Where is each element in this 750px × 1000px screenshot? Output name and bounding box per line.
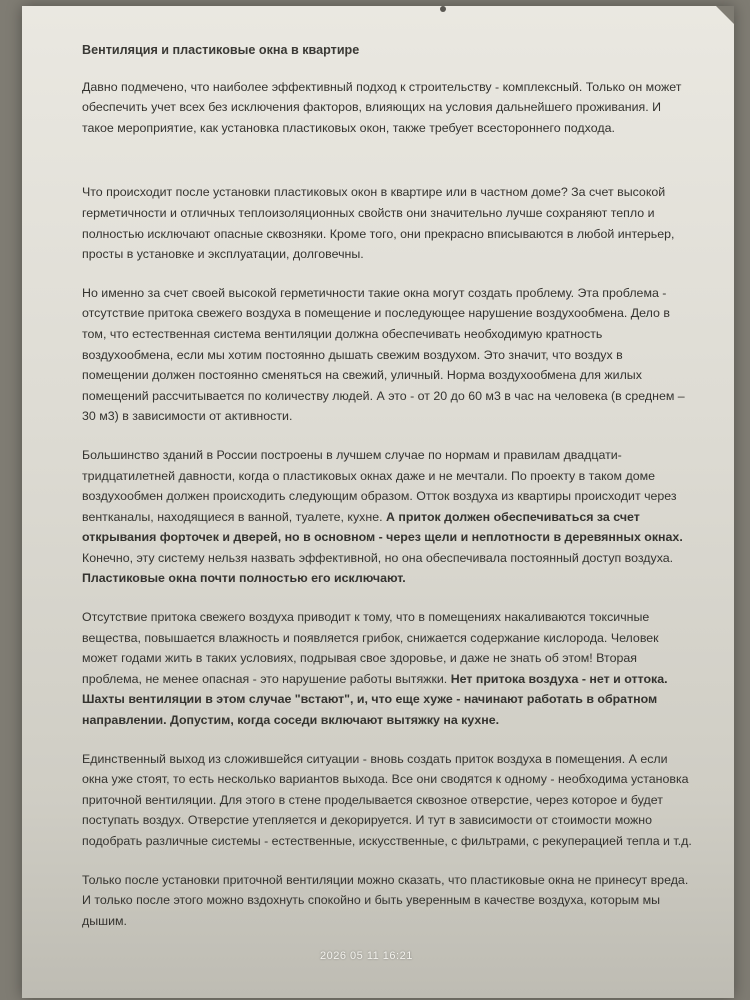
document-title: Вентиляция и пластиковые окна в квартире bbox=[82, 43, 360, 57]
paragraph-consequences bbox=[82, 607, 692, 731]
paragraph-text: Что происходит после установки пластиковых окон в квартире или в частном доме? За счет высокой герметичности и отличных теплоизоляционных свойств они значительно лучше сохраняют тепло и полностью исключают опасные сквозняки. Кроме того, они прекрасно вписываются в любой интерьер, просты в установке и эксплуатации, долговечны. bbox=[82, 185, 675, 262]
paragraph-intro bbox=[82, 77, 692, 139]
document-body bbox=[82, 40, 692, 949]
paragraph-buildings bbox=[82, 445, 692, 589]
paragraph-after-installation bbox=[82, 182, 692, 264]
paragraph-text: Только после установки приточной вентиляции можно сказать, что пластиковые окна не принесут вреда. И только после этого можно вздохнуть спокойно и быть уверенным в качестве воздуха, которым мы дышим. bbox=[82, 872, 689, 928]
paragraph-conclusion bbox=[82, 870, 692, 932]
paragraph-text: Большинство зданий в России построены в лучшем случае по нормам и правилам двадцати-тридцатилетней давности, когда о пластиковых окнах даже и не мечтали. По проекту в таком доме воздухообмен должен происходить следующим образом. Отток воздуха из квартиры происходит через вентканалы, находящиеся в ванной, туалете, кухне. bbox=[82, 447, 677, 524]
paragraph-text: Давно подмечено, что наиболее эффективный подход к строительству - комплексный. Только он может обеспечить учет всех без исключения факторов, влияющих на условия дальнейшего проживания. И такое мероприятие, как установка пластиковых окон, также требует всестороннего подхода. bbox=[82, 79, 682, 135]
paragraph-bold-text: Нет притока воздуха - нет и оттока. Шахты вентиляции в этом случае "встают", и, что еще хуже - начинают работать в обратном направлении. Допустим, когда соседи включают вытяжку на кухне. bbox=[82, 671, 668, 728]
paragraph-bold-text: Пластиковые окна почти полностью его исключают. bbox=[82, 571, 406, 586]
paragraph-solution bbox=[82, 749, 692, 852]
paragraph-problem bbox=[82, 283, 692, 427]
sheet-folded-corner bbox=[716, 6, 734, 24]
pin-mark bbox=[440, 6, 446, 12]
timestamp-watermark: 2026 05 11 16:21 bbox=[320, 950, 413, 962]
paragraph-text: Отсутствие притока свежего воздуха приводит к тому, что в помещениях накаливаются токсичные вещества, повышается влажность и появляется грибок, снижается содержание кислорода. Человек может годами жить в таких условиях, подрывая свое здоровье, и даже не знать об этом! Вторая проблема, не менее опасная - это нарушение работы вытяжки. bbox=[82, 610, 659, 686]
paragraph-text: Единственный выход из сложившейся ситуации - вновь создать приток воздуха в помещения. А если окна уже стоят, то есть несколько вариантов выхода. Все они сводятся к одному - необходима установка приточной вентиляции. Для этого в стене проделывается сквозное отверстие, через которое и будет поступать воздух. Отверстие утепляется и декорируется. И тут в зависимости от стоимости можно подобрать различные системы - естественные, искусственные, с фильтрами, с рекуперацией тепла и т.д. bbox=[82, 751, 692, 848]
paragraph-bold-text: А приток должен обеспечиваться за счет открывания форточек и дверей, но в основном - через щели и неплотности в деревянных окнах. bbox=[82, 509, 683, 545]
paragraph-text: Конечно, эту систему нельзя назвать эффективной, но она обеспечивала постоянный доступ воздуха. bbox=[82, 550, 674, 565]
paragraph-text: Но именно за счет своей высокой герметичности такие окна могут создать проблему. Эта проблема - отсутствие притока свежего воздуха в помещение и последующее нарушение воздухообмена. Дело в том, что естественная система вентиляции должна обеспечивать необходимую кратность воздухообмена, если мы хотим постоянно дышать свежим воздухом. Это значит, что воздух в помещении должен постоянно сменяться на свежий, уличный. Норма воздухообмена для жилых помещений рассчитывается по количеству людей. А это - от 20 до 60 м3 в час на человека (в среднем – 30 м3) в зависимости от активности. bbox=[82, 285, 685, 424]
